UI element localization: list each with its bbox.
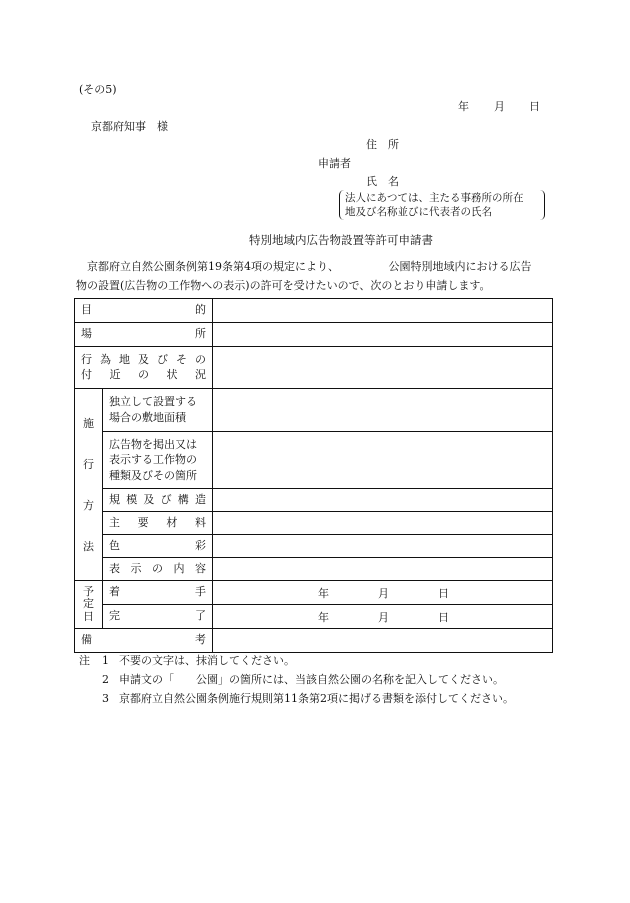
row-color xyxy=(75,535,553,558)
row-structure-location xyxy=(75,432,553,489)
remarks-label: 備 考 xyxy=(75,629,213,653)
purpose-label: 目 的 xyxy=(75,299,213,323)
body-line-2: 物の設置(広告物の工作物への表示)の許可を受けたいので、次のとおり申請します。 xyxy=(76,279,491,292)
row-start xyxy=(75,581,553,605)
corporate-note-line-1: 法人にあつては、主たる事務所の所在 xyxy=(345,192,524,204)
date-month-label: 月 xyxy=(494,100,505,113)
scale-label: 規 模 及 び 構 造 xyxy=(103,489,213,512)
site-area-label: 独立して設置する 場合の敷地面積 xyxy=(103,389,213,432)
purpose-field[interactable] xyxy=(213,299,553,323)
finish-year-label: 年 xyxy=(318,610,329,624)
name-label: 氏 名 xyxy=(366,175,399,188)
start-date-field[interactable] xyxy=(213,581,553,605)
site-area-field[interactable] xyxy=(213,389,553,432)
remarks-field[interactable] xyxy=(213,629,553,653)
applicant-label: 申請者 xyxy=(318,157,351,170)
note-1-number: 1 xyxy=(102,654,109,667)
body-line-1: 京都府立自然公園条例第19条第4項の規定により、 公園特別地域内における広告 xyxy=(87,260,532,273)
note-2-text: 申請文の「 公園」の箇所には、当該自然公園の名称を記入してください。 xyxy=(119,673,504,686)
schedule-group-label: 予 定 日 xyxy=(75,581,103,629)
color-field[interactable] xyxy=(213,535,553,558)
finish-label: 完 了 xyxy=(103,605,213,629)
structure-location-label: 広告物を掲出又は 表示する工作物の 種類及びその箇所 xyxy=(103,432,213,489)
situation-field[interactable] xyxy=(213,347,553,389)
note-2-number: 2 xyxy=(102,673,109,686)
row-material xyxy=(75,512,553,535)
address-label: 住 所 xyxy=(366,138,399,151)
material-label: 主 要 材 料 xyxy=(103,512,213,535)
finish-date-field[interactable] xyxy=(213,605,553,629)
note-3-text: 京都府立自然公園条例施行規則第11条第2項に掲げる書類を添付してください。 xyxy=(119,692,514,705)
finish-day-label: 日 xyxy=(438,610,449,624)
document-title: 特別地域内広告物設置等許可申請書 xyxy=(249,233,433,247)
row-scale xyxy=(75,489,553,512)
addressee: 京都府知事 様 xyxy=(91,120,168,133)
situation-label: 行 為 地 及 び そ の 付 近 の 状 況 xyxy=(75,347,213,389)
place-field[interactable] xyxy=(213,323,553,347)
note-3-number: 3 xyxy=(102,692,109,705)
finish-month-label: 月 xyxy=(378,610,389,624)
row-place xyxy=(75,323,553,347)
method-group-label: 施 行 方 法 xyxy=(75,389,103,581)
notes-prefix: 注 xyxy=(79,654,90,667)
scale-field[interactable] xyxy=(213,489,553,512)
row-finish xyxy=(75,605,553,629)
place-label: 場 所 xyxy=(75,323,213,347)
date-day-label: 日 xyxy=(529,100,540,113)
row-remarks xyxy=(75,629,553,653)
row-purpose xyxy=(75,299,553,323)
row-site-area xyxy=(75,389,553,432)
content-label: 表 示 の 内 容 xyxy=(103,558,213,581)
row-content xyxy=(75,558,553,581)
date-year-label: 年 xyxy=(458,100,469,113)
material-field[interactable] xyxy=(213,512,553,535)
structure-location-field[interactable] xyxy=(213,432,553,489)
color-label: 色 彩 xyxy=(103,535,213,558)
note-1-text: 不要の文字は、抹消してください。 xyxy=(119,654,295,667)
start-month-label: 月 xyxy=(378,586,389,600)
start-label: 着 手 xyxy=(103,581,213,605)
content-field[interactable] xyxy=(213,558,553,581)
start-day-label: 日 xyxy=(438,586,449,600)
form-number: (その5) xyxy=(79,83,117,96)
row-situation xyxy=(75,347,553,389)
corporate-note-line-2: 地及び名称並びに代表者の氏名 xyxy=(345,206,492,218)
start-year-label: 年 xyxy=(318,586,329,600)
application-table xyxy=(74,298,553,653)
